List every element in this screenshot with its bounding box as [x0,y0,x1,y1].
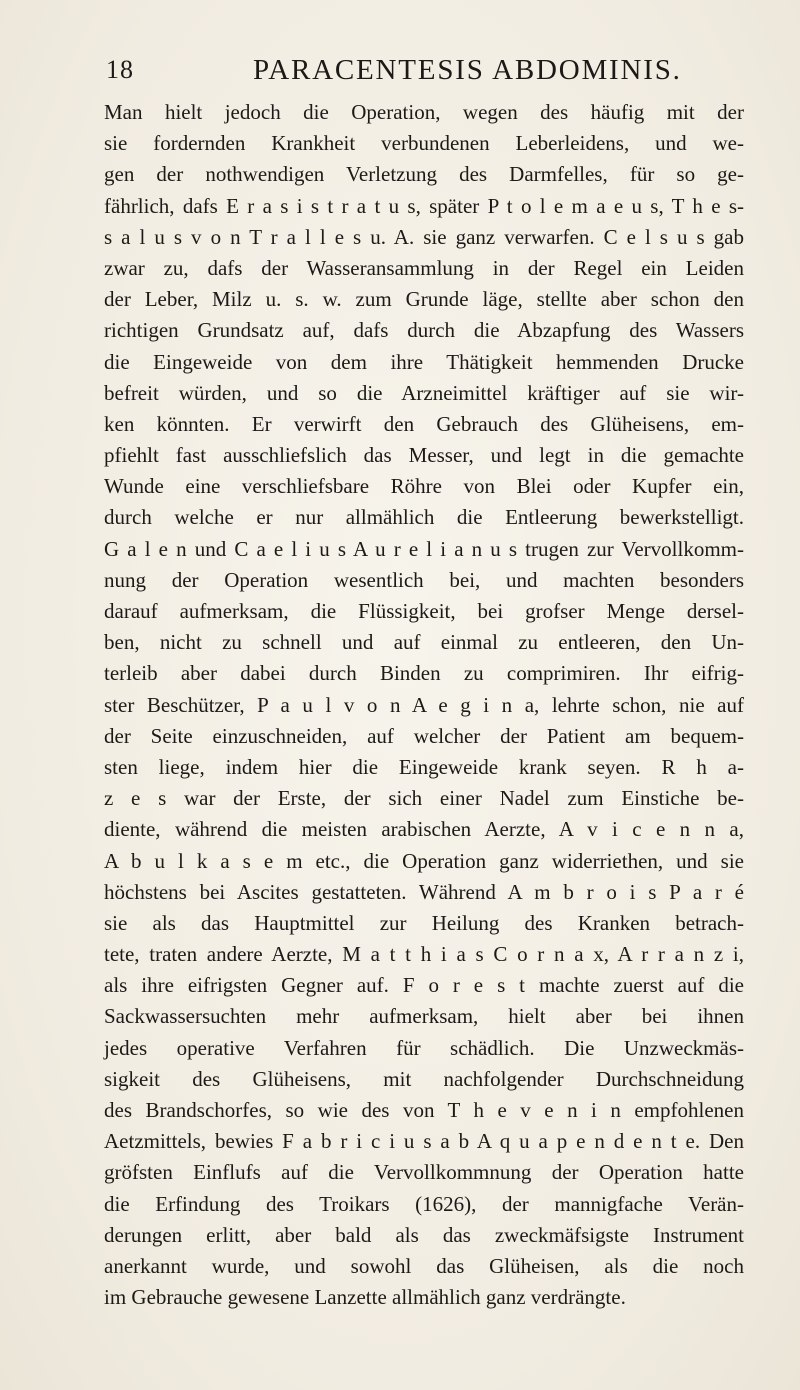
text-line: befreit würden, und so die Arzneimittel kräftiger auf sie wir- [104,380,744,405]
text-line: durch welche er nur allmählich die Entleerung bewerkstelligt. [104,505,744,530]
text-line: Wunde eine verschliefsbare Röhre von Blei oder Kupfer ein, [104,474,744,499]
text-line: darauf aufmerksam, die Flüssigkeit, bei grofser Menge dersel- [104,599,744,623]
text-line: im Gebrauche gewesene Lanzette allmählich ganz verdrängte. [104,1285,626,1310]
text-line: sie fordernden Krankheit verbundenen Leberleidens, und we- [104,131,744,156]
text-line: nung der Operation wesentlich bei, und machten besonders [104,567,744,592]
text-line: ster Beschützer, P a u l v o n A e g i n a, lehrte schon, nie auf [104,692,744,717]
text-line: A b u l k a s e m etc., die Operation ganz widerriethen, und sie [104,848,744,873]
text-line: Sackwassersuchten mehr aufmerksam, hielt aber bei ihnen [104,1004,744,1029]
text-line: der Leber, Milz u. s. w. zum Grunde läge, stellte aber schon den [104,287,744,312]
text-line: diente, während die meisten arabischen Aerzte, A v i c e n n a, [104,817,744,842]
text-line: Aetzmittels, bewies F a b r i c i u s a b A q u a p e n d e n t e. Den [104,1129,744,1154]
text-line: als ihre eifrigsten Gegner auf. F o r e s t machte zuerst auf die [104,973,744,998]
body-text [104,97,744,1313]
text-line: sie als das Hauptmittel zur Heilung des Kranken betrach- [104,910,744,935]
text-line: höchstens bei Ascites gestatteten. Während A m b r o i s P a r é [104,879,744,904]
text-line: sten liege, indem hier die Eingeweide krank seyen. R h a- [104,754,744,779]
text-line: jedes operative Verfahren für schädlich. Die Unzweckmäs- [104,1035,744,1060]
text-line: gröfsten Einflufs auf die Vervollkommnung der Operation hatte [104,1160,744,1185]
page-number: 18 [106,55,134,84]
text-line: derungen erlitt, aber bald als das zweckmäfsigste Instrument [104,1222,744,1247]
text-line: die Eingeweide von dem ihre Thätigkeit hemmenden Drucke [104,349,744,374]
text-line: zwar zu, dafs der Wasseransammlung in der Regel ein Leiden [104,255,744,280]
running-title: PARACENTESIS ABDOMINIS. [253,54,682,86]
page-header [100,52,750,92]
text-line: terleib aber dabei durch Binden zu comprimiren. Ihr eifrig- [104,661,744,686]
text-line: der Seite einzuschneiden, auf welcher der Patient am bequem- [104,723,744,748]
text-line: ben, nicht zu schnell und auf einmal zu entleeren, den Un- [104,630,744,655]
text-line: gen der nothwendigen Verletzung des Darmfelles, für so ge- [104,162,744,187]
text-line: Man hielt jedoch die Operation, wegen des häufig mit der [104,100,744,124]
text-line: s a l u s v o n T r a l l e s u. A. sie ganz verwarfen. C e l s u s gab [104,224,744,249]
text-line: ken könnten. Er verwirft den Gebrauch des Glüheisens, em- [104,411,744,436]
text-line: des Brandschorfes, so wie des von T h e v e n i n empfohlenen [104,1098,744,1122]
text-line: die Erfindung des Troikars (1626), der mannigfache Verän- [104,1191,744,1216]
text-line: pfiehlt fast ausschliefslich das Messer, und legt in die gemachte [104,443,744,468]
text-line: richtigen Grundsatz auf, dafs durch die Abzapfung des Wassers [104,318,744,343]
text-line: sigkeit des Glüheisens, mit nachfolgender Durchschneidung [104,1066,744,1091]
text-line: fährlich, dafs E r a s i s t r a t u s, später P t o l e m a e u s, T h e s- [104,193,744,218]
text-line: anerkannt wurde, und sowohl das Glüheisen, als die noch [104,1253,744,1278]
text-line: z e s war der Erste, der sich einer Nadel zum Einstiche be- [104,786,744,811]
text-line: tete, traten andere Aerzte, M a t t h i a s C o r n a x, A r r a n z i, [104,942,744,967]
text-line: G a l e n und C a e l i u s A u r e l i a n u s trugen zur Vervollkomm- [104,536,744,561]
